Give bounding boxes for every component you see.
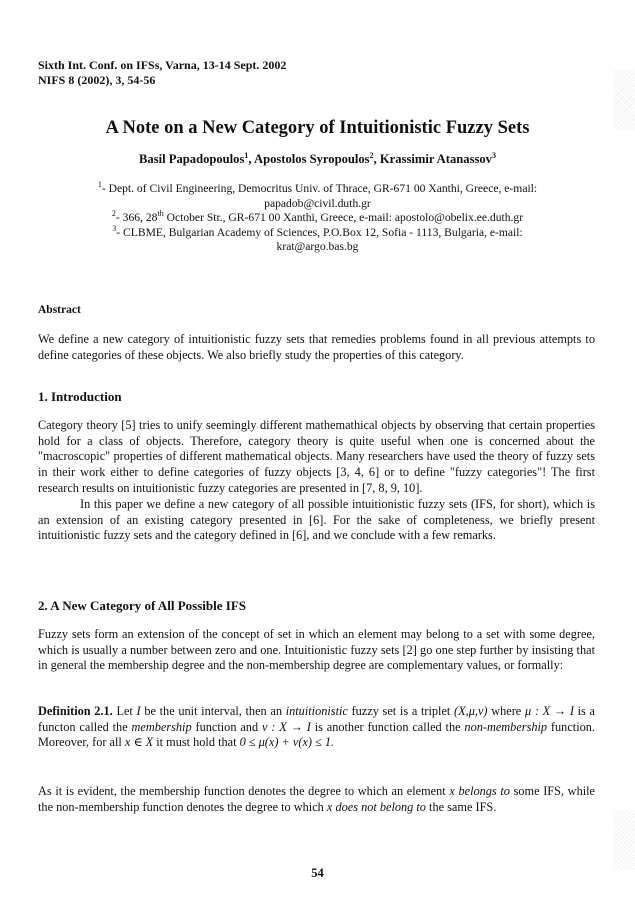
- conference-header: Sixth Int. Conf. on IFSs, Varna, 13-14 Sept. 2002: [38, 58, 287, 72]
- definition-2-1: Definition 2.1. Let I be the unit interval, then an intuitionistic fuzzy set is a triplet (X,μ,ν) where μ : X → I is a functon called the membership function and ν : X → I is another function called the non-membership function. Moreover, for all x ∈ X it must hold that 0 ≤ μ(x) + ν(x) ≤ 1.: [38, 704, 595, 750]
- section-1-paragraph-1: Category theory [5] tries to unify seemingly different mathemathical objects by observing that certain properties hold for a class of objects. Therefore, category theory is quite useful when one is concerned about the "macroscopic" properties of different mathematical objects. Many researchers have used the theory of fuzzy sets in their work either to define categories of fuzzy objects [3, 4, 6] or to define "fuzzy categories"! The first research results on intuitionistic fuzzy categories are presented in [7, 8, 9, 10].: [38, 418, 595, 495]
- author-name: Krassimir Atanassov: [379, 152, 492, 166]
- author-affil-marker: 2: [369, 150, 374, 160]
- scan-noise: [613, 810, 635, 870]
- affiliations: [60, 182, 575, 255]
- author-affil-marker: 3: [491, 150, 496, 160]
- affiliation-1: $^1$- Dept. of Civil Engineering, Democritus Univ. of Thrace, GR-671 00 Xanthi, Greece, e-mail:: [97, 180, 538, 195]
- section-2-paragraph-1: Fuzzy sets form an extension of the concept of set in which an element may belong to a set with some degree, which is usually a number between zero and one. Intuitionistic fuzzy sets [2] go one step further by insisting that in general the membership degree and the non-membership degree are complementary values, or formally:: [38, 627, 595, 673]
- abstract-heading: Abstract: [38, 304, 81, 316]
- abstract-text: We define a new category of intuitionistic fuzzy sets that remedies problems found in all previous attempts to define categories of these objects. We also briefly study the properties of this category.: [38, 332, 595, 362]
- section-1-paragraph-2: In this paper we define a new category of all possible intuitionistic fuzzy sets (IFS, for short), which is an extension of an existing category presented in [6]. For the sake of completeness, we briefly present intuitionistic fuzzy sets and the category defined in [6], and we conclude with a few remarks.: [38, 497, 595, 543]
- affiliation-3: $^3$- CLBME, Bulgarian Academy of Sciences, P.O.Box 12, Sofia - 1113, Bulgaria, e-mail:: [112, 223, 523, 239]
- author-affil-marker: 1: [244, 150, 249, 160]
- affiliation-2: $^2$- 366, 28th October Str., GR-671 00 Xanthi, Greece, e-mail: apostolo@obelix.ee.duth.gr: [111, 209, 524, 225]
- author-name: Basil Papadopoulos: [139, 152, 245, 166]
- definition-label: Definition 2.1.: [38, 704, 113, 718]
- author-list: Basil Papadopoulos$^1$, Apostolos Syropoulos$^2$, Krassimir Atanassov$^3$: [139, 150, 496, 166]
- closing-paragraph: As it is evident, the membership function denotes the degree to which an element x belongs to some IFS, while the non-membership function denotes the degree to which x does not belong to the same IFS.: [38, 784, 596, 814]
- section-1-heading: 1. Introduction: [38, 389, 122, 404]
- section-2-heading: 2. A New Category of All Possible IFS: [38, 598, 246, 613]
- author-name: Apostolos Syropoulos: [253, 152, 370, 166]
- page-number: 54: [311, 866, 324, 880]
- journal-reference: NIFS 8 (2002), 3, 54-56: [38, 73, 156, 87]
- paper-title: A Note on a New Category of Intuitionistic Fuzzy Sets: [105, 118, 530, 138]
- affiliation-1-email: papadob@civil.duth.gr: [264, 196, 371, 210]
- affiliation-3-email: krat@argo.bas.bg: [276, 240, 359, 254]
